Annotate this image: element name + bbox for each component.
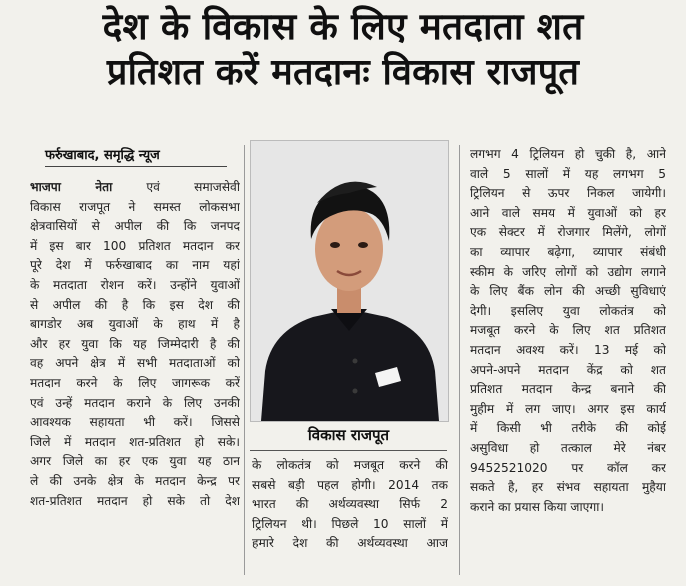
- column-line: अगर जिले का हर एक युवा यह ठान: [30, 454, 240, 469]
- column-line: 9452521020 पर कॉल कर: [470, 460, 666, 475]
- column-divider-right: [459, 145, 460, 575]
- column-line: आने वाले समय में युवाओं को हर: [470, 205, 666, 220]
- headline-line-2: प्रतिशत करें मतदानः विकास राजपूत: [106, 52, 580, 93]
- column-line: सबसे बड़ी पहल होगी। 2014 तक: [252, 477, 448, 492]
- column-line: मतदान अवश्य करें। 13 मई को: [470, 342, 666, 357]
- portrait-photo: [250, 140, 449, 422]
- column-line: विकास राजपूत ने समस्त लोकसभा: [30, 199, 240, 214]
- article-column-1: [30, 178, 240, 511]
- column-line: ले की उनके क्षेत्र के मतदान केन्द्र पर: [30, 473, 240, 488]
- column-line: प्रतिशत मतदान केन्द्र बनाने की: [470, 382, 666, 397]
- column-line: असुविधा हो तत्काल मेरे नंबर: [470, 440, 666, 455]
- column-line: में किसी भी तरीके की कोई: [470, 421, 666, 436]
- headline: [10, 4, 676, 96]
- column-line: कराने का प्रयास किया जाएगा।: [470, 499, 604, 514]
- column-line: मतदान करने के लिए जागरूक करें: [30, 375, 240, 390]
- photo-caption: विकास राजपूत: [250, 420, 447, 451]
- dateline: फर्रुखाबाद, समृद्धि न्यूज: [45, 145, 227, 167]
- column-line: सकते है, हर संभव सहायता मुहैया: [470, 480, 666, 495]
- column-line: हमारे देश की अर्थव्यवस्था आज: [252, 536, 448, 551]
- column-line: क्षेत्रवासियों से अपील की कि जनपद: [30, 219, 240, 234]
- headline-line-1: देश के विकास के लिए मतदाता शत: [102, 5, 584, 48]
- lead-rest-text: एवं समाजसेवी: [112, 180, 240, 194]
- column-line: शत-प्रतिशत मतदान हो सके तो देश: [30, 493, 240, 508]
- column-line: ट्रिलियन से ऊपर निकल जायेगी।: [470, 186, 666, 201]
- column-line: एवं उन्हें मतदान कराने के लिए उनकी: [30, 395, 240, 410]
- portrait-illustration: [251, 141, 448, 421]
- column-line: और हर युवा कि यह जिम्मेदारी है की: [30, 336, 240, 351]
- column-line: मजबूत करने के लिए शत प्रतिशत: [470, 323, 666, 338]
- column-line: का व्यापार बढ़ेगा, व्यापार संबंधी: [470, 244, 666, 259]
- column-line: से अपील की है कि इस देश की: [30, 297, 240, 312]
- column-line: लगभग 4 ट्रिलियन हो चुकी है, आने: [470, 147, 666, 161]
- column-line: स्कीम के जरिए लोगों को उद्योग लगाने: [470, 264, 666, 279]
- column-line: वाले 5 सालों में यह लगभग 5: [470, 166, 666, 181]
- column-line: एक सेक्टर में रोजगार मिलेंगे, लोगों: [470, 225, 666, 240]
- column-line: के मतदाता रोशन करें। उन्होंने युवाओं: [30, 277, 240, 292]
- column-line: के लोकतंत्र को मजबूत करने की: [252, 458, 448, 472]
- column-line: में इस बार 100 प्रतिशत मतदान कर: [30, 238, 240, 253]
- column-divider-left: [244, 145, 245, 575]
- column-line: भारत की अर्थव्यवस्था सिर्फ 2: [252, 497, 448, 512]
- column-line: अपने-अपने मतदान केंद्र को शत: [470, 362, 666, 377]
- article-column-2: [252, 456, 448, 554]
- column-line: जिले में मतदान शत-प्रतिशत हो सके।: [30, 434, 240, 449]
- column-line: आवश्यक सहायता भी करें। जिससे: [30, 415, 240, 430]
- column-line: वह अपने क्षेत्र में सभी मतदाताओं को: [30, 356, 240, 371]
- lead-bold-text: भाजपा नेता: [30, 180, 113, 194]
- column-line: मुहीम में लग जाए। अगर इस कार्य: [470, 401, 666, 416]
- column-line: ट्रिलियन थी। पिछले 10 सालों में: [252, 516, 448, 531]
- column-1-lead: [30, 178, 240, 198]
- column-line: बागडोर अब युवाओं के हाथ में है: [30, 317, 240, 332]
- article-column-3: [470, 145, 666, 517]
- column-line: देगी। इसलिए युवा लोकतंत्र को: [470, 303, 666, 318]
- column-line: पूरे देश में फर्रुखाबाद का नाम यहां: [30, 258, 240, 273]
- column-line: के लिए बैंक लोन की अच्छी सुविधाएं: [470, 284, 666, 299]
